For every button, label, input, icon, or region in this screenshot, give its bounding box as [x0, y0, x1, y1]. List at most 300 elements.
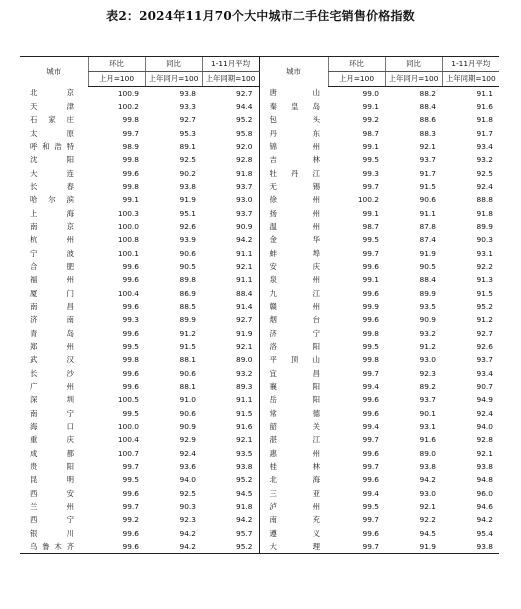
ytd-cell: 92.8 — [236, 155, 253, 165]
yoy-cell: 90.3 — [179, 502, 196, 512]
city-cell: 昆 明 — [30, 475, 74, 485]
mom-cell: 99.8 — [362, 328, 379, 338]
ytd-cell: 92.7 — [236, 88, 253, 98]
mom-cell: 99.0 — [362, 88, 379, 98]
ytd-cell: 92.0 — [236, 141, 253, 151]
col-base-ytd-left: 上年同期=100 — [202, 72, 259, 87]
city-cell: 秦皇岛 — [259, 100, 328, 113]
mom-cell: 99.6 — [362, 475, 379, 485]
yoy-cell: 91.0 — [179, 395, 196, 405]
table-row — [20, 367, 499, 380]
ytd-cell: 93.7 — [236, 208, 253, 218]
yoy-cell: 89.2 — [419, 382, 436, 392]
table-row — [20, 447, 499, 460]
ytd-cell: 92.1 — [236, 435, 253, 445]
yoy-cell: 92.1 — [419, 502, 436, 512]
city-cell: 南 昌 — [30, 301, 74, 311]
mom-cell: 99.4 — [362, 422, 379, 432]
yoy-cell: 93.8 — [179, 88, 196, 98]
ytd-cell: 96.0 — [476, 488, 493, 498]
city-cell: 合 肥 — [30, 261, 74, 271]
yoy-cell: 92.6 — [179, 221, 196, 231]
mom-cell: 99.7 — [362, 368, 379, 378]
yoy-cell: 93.3 — [179, 101, 196, 111]
table-row — [20, 407, 499, 420]
yoy-cell: 92.3 — [419, 368, 436, 378]
ytd-cell: 91.8 — [476, 208, 493, 218]
city-cell: 大 理 — [259, 540, 328, 553]
ytd-cell: 94.9 — [476, 395, 493, 405]
city-cell: 武 汉 — [30, 355, 74, 365]
table-row — [20, 247, 499, 260]
city-cell: 长 春 — [30, 181, 74, 191]
mom-cell: 99.6 — [362, 288, 379, 298]
city-cell: 石家庄 — [30, 115, 74, 125]
ytd-cell: 95.7 — [236, 528, 253, 538]
yoy-cell: 90.1 — [419, 408, 436, 418]
city-cell: 泸 州 — [259, 500, 328, 513]
yoy-cell: 89.9 — [179, 315, 196, 325]
yoy-cell: 90.5 — [419, 261, 436, 271]
city-cell: 沈 阳 — [30, 155, 74, 165]
yoy-cell: 90.5 — [179, 261, 196, 271]
yoy-cell: 91.9 — [419, 248, 436, 258]
city-cell: 金 华 — [259, 233, 328, 246]
yoy-cell: 90.6 — [179, 248, 196, 258]
ytd-cell: 92.1 — [476, 448, 493, 458]
ytd-cell: 95.8 — [236, 128, 253, 138]
col-header-city-right: 城市 — [259, 57, 328, 87]
mom-cell: 100.0 — [117, 221, 139, 231]
mom-cell: 98.9 — [122, 141, 139, 151]
mom-cell: 99.5 — [122, 342, 139, 351]
city-cell: 洛 阳 — [259, 340, 328, 353]
city-cell: 乌鲁木齐 — [20, 540, 88, 553]
city-cell: 呼和浩特 — [30, 141, 74, 151]
city-cell: 三 亚 — [259, 487, 328, 500]
mom-cell: 99.6 — [362, 315, 379, 325]
table-header — [20, 57, 499, 87]
yoy-cell: 88.6 — [419, 115, 436, 125]
city-cell: 济 南 — [30, 315, 74, 325]
mom-cell: 100.5 — [117, 395, 139, 405]
yoy-cell: 87.8 — [419, 221, 436, 231]
ytd-cell: 93.8 — [236, 462, 253, 472]
mom-cell: 99.5 — [122, 475, 139, 485]
mom-cell: 99.5 — [362, 155, 379, 165]
yoy-cell: 91.2 — [179, 328, 196, 338]
col-header-ytd-left: 1-11月平均 — [202, 57, 259, 72]
city-cell: 北 京 — [30, 88, 74, 98]
city-cell: 哈尔滨 — [30, 195, 74, 205]
ytd-cell: 90.9 — [236, 221, 253, 231]
ytd-cell: 93.4 — [476, 368, 493, 378]
ytd-cell: 92.1 — [236, 342, 253, 351]
city-cell: 襄 阳 — [259, 380, 328, 393]
yoy-cell: 91.9 — [179, 195, 196, 205]
ytd-cell: 94.8 — [476, 475, 493, 485]
table-row — [20, 514, 499, 527]
mom-cell: 99.1 — [362, 141, 379, 151]
mom-cell: 99.6 — [88, 540, 145, 553]
mom-cell: 99.6 — [362, 528, 379, 538]
mom-cell: 99.4 — [362, 488, 379, 498]
yoy-cell: 91.1 — [419, 208, 436, 218]
mom-cell: 99.6 — [122, 528, 139, 538]
col-base-ytd-right: 上年同期=100 — [442, 72, 499, 87]
ytd-cell: 91.9 — [236, 328, 253, 338]
table-title: 表2：2024年11月70个大中城市二手住宅销售价格指数 — [106, 9, 415, 23]
table-row — [20, 433, 499, 446]
yoy-cell: 89.9 — [419, 288, 436, 298]
yoy-cell: 88.1 — [179, 355, 196, 365]
ytd-cell: 92.4 — [476, 181, 493, 191]
city-cell: 西 宁 — [30, 515, 74, 525]
ytd-cell: 94.2 — [236, 235, 253, 245]
mom-cell: 100.0 — [117, 422, 139, 432]
ytd-cell: 95.2 — [202, 540, 259, 553]
mom-cell: 99.7 — [362, 248, 379, 258]
city-cell: 丹 东 — [259, 127, 328, 140]
yoy-cell: 93.1 — [419, 422, 436, 432]
mom-cell: 99.6 — [122, 368, 139, 378]
ytd-cell: 94.2 — [236, 515, 253, 525]
table-row — [20, 340, 499, 353]
table-row — [20, 287, 499, 300]
mom-cell: 99.7 — [122, 128, 139, 138]
yoy-cell: 88.2 — [419, 88, 436, 98]
yoy-cell: 93.9 — [179, 235, 196, 245]
yoy-cell: 91.2 — [419, 342, 436, 351]
col-base-yoy-right: 上年同月=100 — [385, 72, 442, 87]
mom-cell: 99.4 — [362, 382, 379, 392]
ytd-cell: 91.2 — [476, 315, 493, 325]
mom-cell: 99.5 — [362, 502, 379, 512]
mom-cell: 99.8 — [122, 355, 139, 365]
table-row — [20, 353, 499, 366]
city-cell: 南 宁 — [30, 408, 74, 418]
ytd-cell: 91.4 — [236, 301, 253, 311]
ytd-cell: 88.4 — [236, 288, 253, 298]
yoy-cell: 95.1 — [179, 208, 196, 218]
mom-cell: 100.8 — [117, 235, 139, 245]
yoy-cell: 91.6 — [419, 435, 436, 445]
yoy-cell: 93.7 — [419, 395, 436, 405]
city-cell: 安 庆 — [259, 260, 328, 273]
mom-cell: 99.2 — [362, 115, 379, 125]
city-cell: 九 江 — [259, 287, 328, 300]
yoy-cell: 94.2 — [419, 475, 436, 485]
table-row — [20, 393, 499, 406]
yoy-cell: 92.9 — [179, 435, 196, 445]
yoy-cell: 92.1 — [419, 141, 436, 151]
city-cell: 湛 江 — [259, 433, 328, 446]
table-row — [20, 540, 499, 553]
city-cell: 成 都 — [30, 448, 74, 458]
ytd-cell: 93.1 — [476, 248, 493, 258]
city-cell: 无 锡 — [259, 180, 328, 193]
ytd-cell: 95.2 — [236, 115, 253, 125]
yoy-cell: 89.1 — [179, 141, 196, 151]
yoy-cell: 86.9 — [179, 288, 196, 298]
yoy-cell: 88.5 — [179, 301, 196, 311]
mom-cell: 99.6 — [122, 168, 139, 178]
city-cell: 厦 门 — [30, 288, 74, 298]
ytd-cell: 91.6 — [476, 101, 493, 111]
ytd-cell: 91.8 — [236, 168, 253, 178]
yoy-cell: 94.0 — [179, 475, 196, 485]
table-row — [20, 233, 499, 246]
yoy-cell: 92.3 — [179, 515, 196, 525]
yoy-cell: 90.2 — [179, 168, 196, 178]
col-base-yoy-left: 上年同月=100 — [145, 72, 202, 87]
city-cell: 北 海 — [259, 473, 328, 486]
ytd-cell: 94.2 — [476, 515, 493, 525]
mom-cell: 99.1 — [362, 275, 379, 285]
mom-cell: 99.7 — [362, 462, 379, 472]
mom-cell: 100.9 — [117, 88, 139, 98]
ytd-cell: 93.7 — [236, 181, 253, 191]
city-cell: 海 口 — [30, 422, 74, 432]
ytd-cell: 94.4 — [236, 101, 253, 111]
mom-cell: 99.3 — [122, 315, 139, 325]
yoy-cell: 90.6 — [179, 368, 196, 378]
city-cell: 宜 昌 — [259, 367, 328, 380]
table-row — [20, 87, 499, 100]
mom-cell: 99.6 — [122, 488, 139, 498]
table-row — [20, 153, 499, 166]
table-row — [20, 260, 499, 273]
table-row — [20, 207, 499, 220]
ytd-cell: 91.7 — [476, 128, 493, 138]
mom-cell: 99.1 — [362, 101, 379, 111]
city-cell: 贵 阳 — [30, 462, 74, 472]
mom-cell: 100.1 — [117, 248, 139, 258]
city-cell: 徐 州 — [259, 193, 328, 206]
city-cell: 牡丹江 — [259, 167, 328, 180]
table-row — [20, 487, 499, 500]
mom-cell: 99.5 — [362, 235, 379, 245]
col-header-mom-left: 环比 — [88, 57, 145, 72]
yoy-cell: 94.2 — [145, 540, 202, 553]
yoy-cell: 89.8 — [179, 275, 196, 285]
city-cell: 惠 州 — [259, 447, 328, 460]
table-row — [20, 473, 499, 486]
ytd-cell: 92.8 — [476, 435, 493, 445]
mom-cell: 98.7 — [362, 128, 379, 138]
mom-cell: 99.8 — [362, 355, 379, 365]
yoy-cell: 93.7 — [419, 155, 436, 165]
table-row — [20, 127, 499, 140]
yoy-cell: 88.3 — [419, 128, 436, 138]
city-cell: 烟 台 — [259, 313, 328, 326]
mom-cell: 99.6 — [362, 395, 379, 405]
ytd-cell: 91.8 — [476, 115, 493, 125]
table-row — [20, 140, 499, 153]
yoy-cell: 90.6 — [179, 408, 196, 418]
mom-cell: 99.7 — [122, 462, 139, 472]
table-row — [20, 220, 499, 233]
city-cell: 上 海 — [30, 208, 74, 218]
table-row — [20, 300, 499, 313]
mom-cell: 99.7 — [362, 515, 379, 525]
mom-cell: 100.2 — [117, 101, 139, 111]
city-cell: 扬 州 — [259, 207, 328, 220]
mom-cell: 99.2 — [122, 515, 139, 525]
ytd-cell: 92.7 — [476, 328, 493, 338]
city-cell: 郑 州 — [30, 342, 74, 351]
ytd-cell: 94.0 — [476, 422, 493, 432]
ytd-cell: 91.1 — [236, 395, 253, 405]
mom-cell: 99.1 — [362, 208, 379, 218]
col-header-mom-right: 环比 — [328, 57, 385, 72]
city-cell: 大 连 — [30, 168, 74, 178]
ytd-cell: 92.4 — [476, 408, 493, 418]
ytd-cell: 93.7 — [476, 355, 493, 365]
yoy-cell: 93.0 — [419, 488, 436, 498]
city-cell: 锦 州 — [259, 140, 328, 153]
mom-cell: 100.4 — [117, 288, 139, 298]
city-cell: 温 州 — [259, 220, 328, 233]
price-index-table — [20, 56, 499, 554]
mom-cell: 99.6 — [362, 408, 379, 418]
mom-cell: 99.8 — [122, 181, 139, 191]
yoy-cell: 94.2 — [179, 528, 196, 538]
col-header-yoy-right: 同比 — [385, 57, 442, 72]
yoy-cell: 93.8 — [419, 462, 436, 472]
yoy-cell: 95.3 — [179, 128, 196, 138]
city-cell: 长 沙 — [30, 368, 74, 378]
yoy-cell: 91.9 — [385, 540, 442, 553]
ytd-cell: 92.2 — [476, 261, 493, 271]
city-cell: 深 圳 — [30, 395, 74, 405]
mom-cell: 99.5 — [362, 342, 379, 351]
ytd-cell: 91.8 — [236, 502, 253, 512]
mom-cell: 99.7 — [122, 502, 139, 512]
city-cell: 唐 山 — [259, 87, 328, 100]
city-cell: 福 州 — [30, 275, 74, 285]
city-cell: 银 川 — [30, 528, 74, 538]
ytd-cell: 91.1 — [236, 275, 253, 285]
ytd-cell: 91.5 — [236, 408, 253, 418]
city-cell: 吉 林 — [259, 153, 328, 166]
table-row — [20, 460, 499, 473]
yoy-cell: 93.0 — [419, 355, 436, 365]
yoy-cell: 93.8 — [179, 181, 196, 191]
table-row — [20, 420, 499, 433]
city-cell: 济 宁 — [259, 327, 328, 340]
table-row — [20, 100, 499, 113]
mom-cell: 99.7 — [328, 540, 385, 553]
table-row — [20, 113, 499, 126]
city-cell: 西 安 — [30, 488, 74, 498]
yoy-cell: 91.7 — [419, 168, 436, 178]
table-row — [20, 313, 499, 326]
mom-cell: 99.6 — [122, 382, 139, 392]
ytd-cell: 95.2 — [476, 301, 493, 311]
yoy-cell: 93.5 — [419, 301, 436, 311]
mom-cell: 99.3 — [362, 168, 379, 178]
mom-cell: 99.7 — [362, 181, 379, 191]
city-cell: 兰 州 — [30, 502, 74, 512]
ytd-cell: 92.6 — [476, 342, 493, 351]
col-header-city-left: 城市 — [20, 57, 88, 87]
yoy-cell: 90.9 — [419, 315, 436, 325]
city-cell: 太 原 — [30, 128, 74, 138]
ytd-cell: 92.5 — [476, 168, 493, 178]
ytd-cell: 94.6 — [476, 502, 493, 512]
yoy-cell: 90.6 — [419, 195, 436, 205]
ytd-cell: 93.0 — [236, 195, 253, 205]
yoy-cell: 93.6 — [179, 462, 196, 472]
mom-cell: 99.6 — [122, 328, 139, 338]
mom-cell: 99.8 — [122, 155, 139, 165]
ytd-cell: 88.8 — [476, 195, 493, 205]
mom-cell: 99.6 — [122, 261, 139, 271]
ytd-cell: 89.9 — [476, 221, 493, 231]
ytd-cell: 90.3 — [476, 235, 493, 245]
yoy-cell: 87.4 — [419, 235, 436, 245]
city-cell: 赣 州 — [259, 300, 328, 313]
yoy-cell: 93.2 — [419, 328, 436, 338]
mom-cell: 99.6 — [122, 275, 139, 285]
yoy-cell: 92.2 — [419, 515, 436, 525]
col-header-yoy-left: 同比 — [145, 57, 202, 72]
ytd-cell: 91.5 — [476, 288, 493, 298]
yoy-cell: 92.5 — [179, 155, 196, 165]
col-header-ytd-right: 1-11月平均 — [442, 57, 499, 72]
yoy-cell: 92.7 — [179, 115, 196, 125]
city-cell: 宁 波 — [30, 248, 74, 258]
ytd-cell: 93.8 — [476, 462, 493, 472]
table-row — [20, 380, 499, 393]
mom-cell: 99.8 — [122, 115, 139, 125]
ytd-cell: 93.2 — [236, 368, 253, 378]
yoy-cell: 90.9 — [179, 422, 196, 432]
ytd-cell: 91.1 — [476, 88, 493, 98]
city-cell: 常 德 — [259, 407, 328, 420]
city-cell: 泉 州 — [259, 273, 328, 286]
ytd-cell: 95.2 — [236, 475, 253, 485]
ytd-cell: 93.5 — [236, 448, 253, 458]
ytd-cell: 89.3 — [236, 382, 253, 392]
city-cell: 杭 州 — [30, 235, 74, 245]
ytd-cell: 92.1 — [236, 261, 253, 271]
table-row — [20, 500, 499, 513]
yoy-cell: 92.4 — [179, 448, 196, 458]
ytd-cell: 92.7 — [236, 315, 253, 325]
city-cell: 广 州 — [30, 382, 74, 392]
mom-cell: 98.7 — [362, 221, 379, 231]
mom-cell: 99.7 — [362, 435, 379, 445]
city-cell: 岳 阳 — [259, 393, 328, 406]
ytd-cell: 91.1 — [236, 248, 253, 258]
ytd-cell: 91.6 — [236, 422, 253, 432]
city-cell: 平顶山 — [259, 353, 328, 366]
table-row — [20, 273, 499, 286]
ytd-cell: 90.7 — [476, 382, 493, 392]
col-base-mom-right: 上月=100 — [328, 72, 385, 87]
mom-cell: 100.4 — [117, 435, 139, 445]
ytd-cell: 89.0 — [236, 355, 253, 365]
ytd-cell: 91.3 — [476, 275, 493, 285]
city-cell: 包 头 — [259, 113, 328, 126]
mom-cell: 100.3 — [117, 208, 139, 218]
mom-cell: 100.7 — [117, 448, 139, 458]
table-body — [20, 87, 499, 554]
ytd-cell: 93.2 — [476, 155, 493, 165]
mom-cell: 99.1 — [122, 195, 139, 205]
